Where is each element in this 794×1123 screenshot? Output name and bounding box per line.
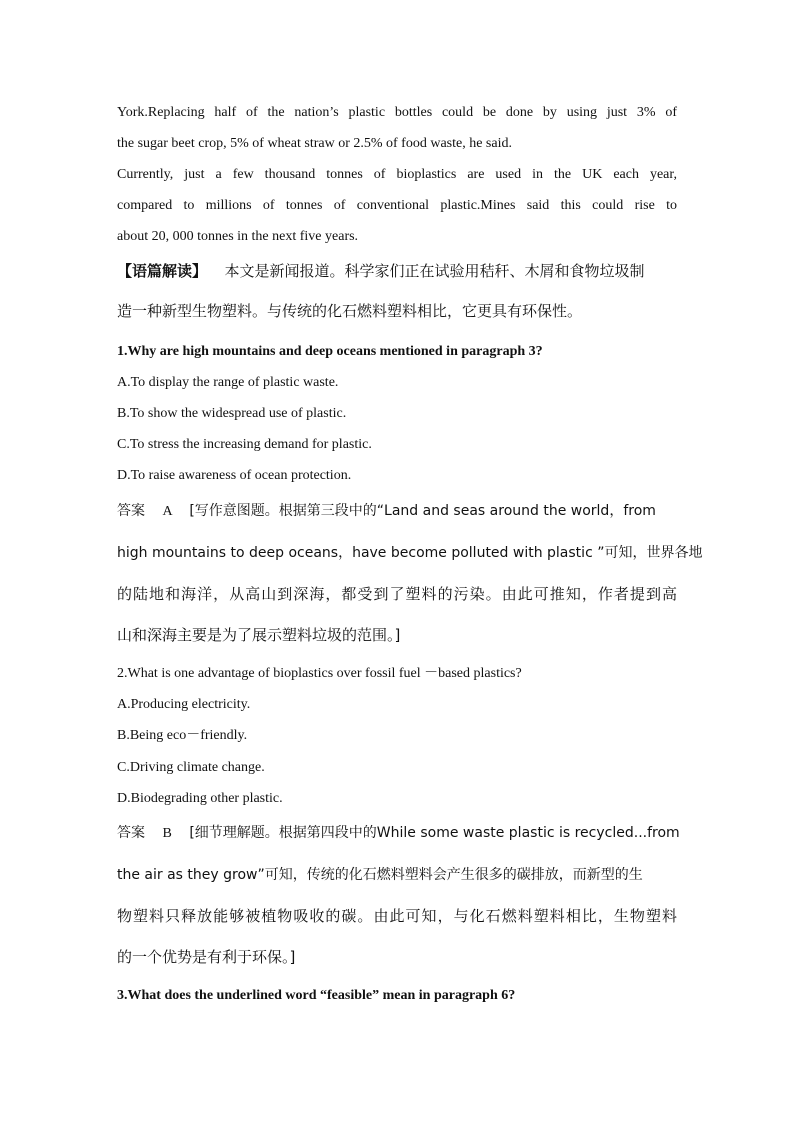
passage-line: the sugar beet crop, 5% of wheat straw or 2.5% of food waste, he said. <box>117 136 512 151</box>
answer-explanation: high mountains to deep oceans，have become polluted with plastic ”可知，世界各地 <box>117 545 703 561</box>
answer-explanation: 山和深海主要是为了展示塑料垃圾的范围。] <box>117 626 401 644</box>
answer-explanation: 的一个优势是有利于环保。] <box>117 948 296 966</box>
answer-explanation: [细节理解题。根据第四段中的While some waste plastic is recycled...from <box>189 825 680 841</box>
passage-line: Currently, just a few thousand tonnes of bioplastics are used in the UK each year, <box>117 167 677 182</box>
option: D.To raise awareness of ocean protection. <box>117 468 352 483</box>
answer-letter: B <box>162 826 172 841</box>
passage-line: compared to millions of tonnes of conventional plastic.Mines said this could rise to <box>117 198 677 213</box>
analysis-text: 本文是新闻报道。科学家们正在试验用秸秆、木屑和食物垃圾制 <box>224 262 645 280</box>
question-3-stem: 3.What does the underlined word “feasible” mean in paragraph 6? <box>117 988 516 1003</box>
answer-label: 答案 <box>117 503 145 519</box>
answer-label: 答案 <box>117 825 145 841</box>
option: A.To display the range of plastic waste. <box>117 375 339 390</box>
answer-explanation: 的陆地和海洋，从高山到深海，都受到了塑料的污染。由此可推知，作者提到高 <box>117 585 677 603</box>
question-2-stem: 2.What is one advantage of bioplastics over fossil fuel －based plastics? <box>117 666 522 681</box>
answer-explanation: 物塑料只释放能够被植物吸收的碳。由此可知，与化石燃料塑料相比，生物塑料 <box>117 907 677 925</box>
passage-line: about 20, 000 tonnes in the next five years. <box>117 229 359 244</box>
option: D.Biodegrading other plastic. <box>117 791 283 806</box>
analysis-line: 造一种新型生物塑料。与传统的化石燃料塑料相比，它更具有环保性。 <box>117 302 583 320</box>
answer-line <box>117 824 680 843</box>
analysis-label: 【语篇解读】 <box>117 262 208 280</box>
answer-letter: A <box>162 504 172 519</box>
option: C.Driving climate change. <box>117 760 265 775</box>
answer-line <box>117 502 656 521</box>
answer-explanation: [写作意图题。根据第三段中的“Land and seas around the world，from <box>189 503 656 519</box>
option: C.To stress the increasing demand for plastic. <box>117 437 372 452</box>
option: B.To show the widespread use of plastic. <box>117 406 347 421</box>
option: A.Producing electricity. <box>117 697 251 712</box>
option: B.Being eco－friendly. <box>117 728 248 743</box>
passage-line: York.Replacing half of the nation’s plastic bottles could be done by using just 3% of <box>117 105 677 120</box>
question-1-stem: 1.Why are high mountains and deep oceans mentioned in paragraph 3? <box>117 344 543 359</box>
answer-explanation: the air as they grow”可知，传统的化石燃料塑料会产生很多的碳排放，而新型的生 <box>117 867 643 883</box>
analysis-line <box>117 262 645 282</box>
